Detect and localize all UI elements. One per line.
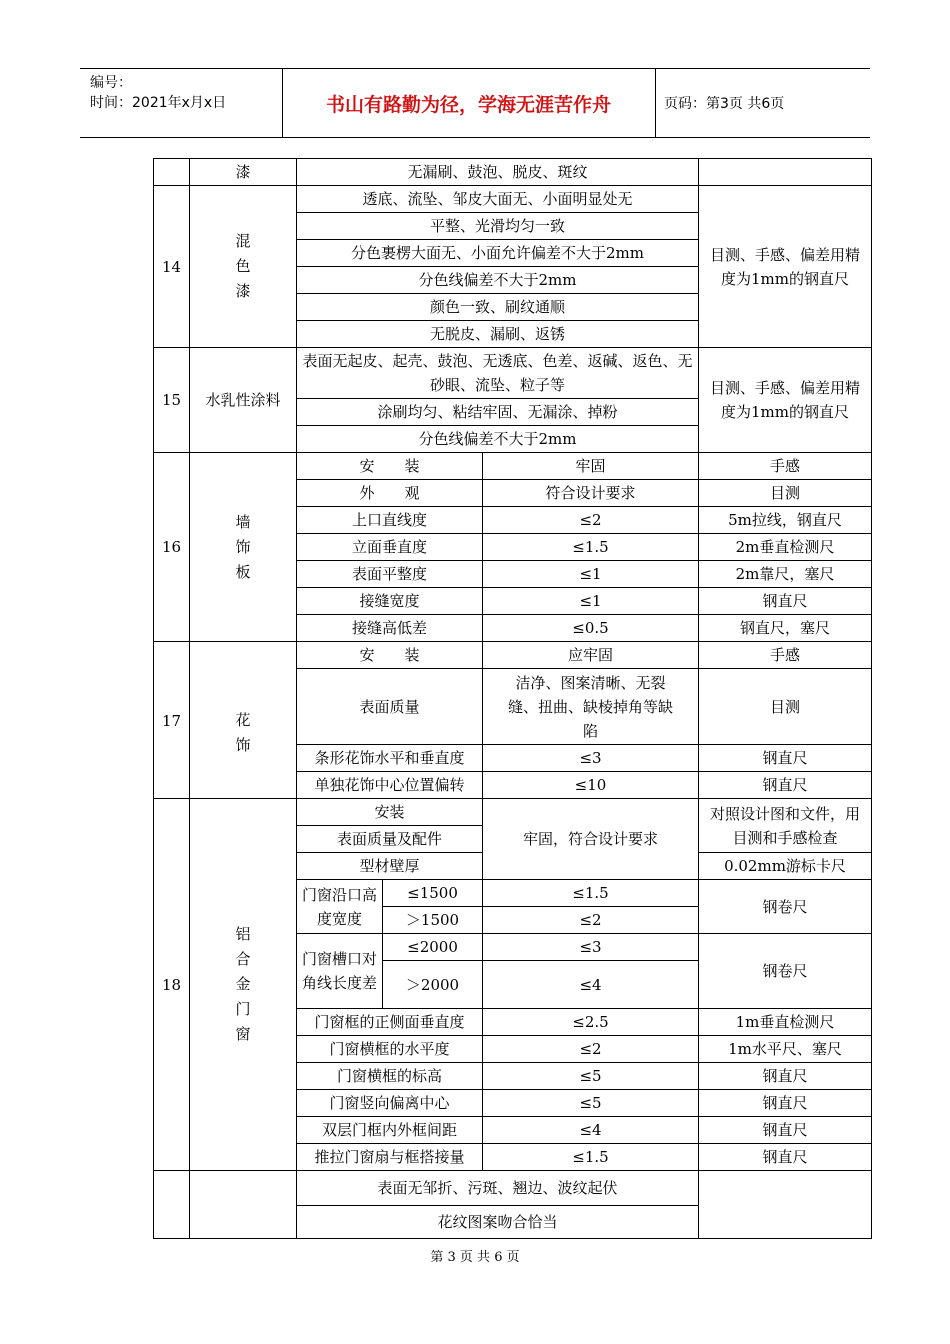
check-item: 门窗沿口高度宽度 — [297, 880, 383, 934]
standard-cell: 颜色一致、刷纹通顺 — [297, 294, 699, 321]
method-cell: 钢直尺 — [699, 1117, 872, 1144]
method-cell: 钢直尺 — [699, 1063, 872, 1090]
header-page-info: 页码：第3页 共6页 — [664, 96, 785, 112]
standard-cell: 无脱皮、漏刷、返锈 — [297, 321, 699, 348]
standard-cell: ≤4 — [483, 961, 699, 1009]
header-divider — [655, 69, 656, 137]
method-cell: 钢卷尺 — [699, 880, 872, 934]
number-label: 编号： — [90, 75, 132, 91]
check-item: 上口直线度 — [297, 507, 483, 534]
sub-condition: ≤2000 — [383, 934, 483, 961]
method-cell: 钢直尺 — [699, 588, 872, 615]
standard-cell: ≤2 — [483, 507, 699, 534]
method-cell: 目测、手感、偏差用精度为1mm的钢直尺 — [699, 348, 872, 453]
check-item: 型材壁厚 — [297, 853, 483, 880]
standard-cell: ≤0.5 — [483, 615, 699, 642]
standard-cell: 洁净、图案清晰、无裂缝、扭曲、缺棱掉角等缺陷 — [483, 669, 699, 745]
check-item: 接缝宽度 — [297, 588, 483, 615]
standard-cell: 无漏刷、鼓泡、脱皮、斑纹 — [297, 159, 699, 186]
method-cell: 手感 — [699, 453, 872, 480]
method-cell: 2m靠尺，塞尺 — [699, 561, 872, 588]
item-name: 水乳性涂料 — [190, 348, 297, 453]
standard-cell: ≤2 — [483, 1036, 699, 1063]
check-item: 条形花饰水平和垂直度 — [297, 745, 483, 772]
check-item: 表面质量及配件 — [297, 826, 483, 853]
check-item: 门窗横框的标高 — [297, 1063, 483, 1090]
check-item: 门窗横框的水平度 — [297, 1036, 483, 1063]
standard-cell: ≤1.5 — [483, 534, 699, 561]
standard-cell: 分色线偏差不大于2mm — [297, 426, 699, 453]
standard-cell: 透底、流坠、邹皮大面无、小面明显处无 — [297, 186, 699, 213]
standard-cell: ≤3 — [483, 934, 699, 961]
method-cell: 钢直尺，塞尺 — [699, 615, 872, 642]
check-item: 表面平整度 — [297, 561, 483, 588]
page-footer: 第 3 页 共 6 页 — [430, 1250, 520, 1265]
method-cell: 目测 — [699, 669, 872, 745]
item-number: 18 — [154, 799, 190, 1171]
method-cell: 目测 — [699, 480, 872, 507]
standard-cell: 牢固，符合设计要求 — [483, 799, 699, 880]
item-number — [154, 1171, 190, 1239]
check-item: 推拉门窗扇与框搭接量 — [297, 1144, 483, 1171]
header-meta — [90, 73, 226, 113]
item-name: 漆 — [190, 159, 297, 186]
item-name — [190, 1171, 297, 1239]
standard-cell: 涂刷均匀、粘结牢固、无漏涂、掉粉 — [297, 399, 699, 426]
item-number: 14 — [154, 186, 190, 348]
item-number: 15 — [154, 348, 190, 453]
page-header — [80, 68, 870, 138]
method-cell: 1m水平尺、塞尺 — [699, 1036, 872, 1063]
standard-cell: 表面无邹折、污斑、翘边、波纹起伏 — [297, 1171, 699, 1206]
standard-cell: 平整、光滑均匀一致 — [297, 213, 699, 240]
check-item: 安装 — [297, 799, 483, 826]
check-item: 单独花饰中心位置偏转 — [297, 772, 483, 799]
method-cell — [699, 1171, 872, 1239]
sub-condition: ＞2000 — [383, 961, 483, 1009]
standard-cell: 分色裹楞大面无、小面允许偏差不大于2mm — [297, 240, 699, 267]
method-cell: 2m垂直检测尺 — [699, 534, 872, 561]
check-item: 安 装 — [297, 642, 483, 669]
sub-condition: ＞1500 — [383, 907, 483, 934]
check-item: 立面垂直度 — [297, 534, 483, 561]
standard-cell: 花纹图案吻合恰当 — [297, 1206, 699, 1239]
check-item: 门窗框的正侧面垂直度 — [297, 1009, 483, 1036]
check-item: 接缝高低差 — [297, 615, 483, 642]
standard-cell: ≤1.5 — [483, 880, 699, 907]
standard-cell: 分色线偏差不大于2mm — [297, 267, 699, 294]
check-item: 门窗槽口对角线长度差 — [297, 934, 383, 1009]
standard-cell: ≤2 — [483, 907, 699, 934]
standard-cell: ≤1 — [483, 561, 699, 588]
standard-cell: ≤5 — [483, 1090, 699, 1117]
method-cell: 钢直尺 — [699, 1144, 872, 1171]
item-name: 墙饰板 — [190, 453, 297, 642]
item-number — [154, 159, 190, 186]
standard-cell: 符合设计要求 — [483, 480, 699, 507]
method-cell: 1m垂直检测尺 — [699, 1009, 872, 1036]
standard-cell: ≤2.5 — [483, 1009, 699, 1036]
item-number: 16 — [154, 453, 190, 642]
standard-cell: 应牢固 — [483, 642, 699, 669]
standard-cell: 表面无起皮、起壳、鼓泡、无透底、色差、返碱、返色、无砂眼、流坠、粒子等 — [297, 348, 699, 399]
header-motto: 书山有路勤为径，学海无涯苦作舟 — [325, 93, 611, 116]
standard-cell: ≤1.5 — [483, 1144, 699, 1171]
check-item: 门窗竖向偏离中心 — [297, 1090, 483, 1117]
standard-cell: ≤10 — [483, 772, 699, 799]
method-cell: 5m拉线，钢直尺 — [699, 507, 872, 534]
method-cell: 目测、手感、偏差用精度为1mm的钢直尺 — [699, 186, 872, 348]
sub-condition: ≤1500 — [383, 880, 483, 907]
check-item: 双层门框内外框间距 — [297, 1117, 483, 1144]
method-cell: 0.02mm游标卡尺 — [699, 853, 872, 880]
item-name: 铝合金门窗 — [190, 799, 297, 1171]
item-number: 17 — [154, 642, 190, 799]
method-cell: 手感 — [699, 642, 872, 669]
inspection-table — [153, 158, 872, 1239]
check-item: 安 装 — [297, 453, 483, 480]
check-item: 外 观 — [297, 480, 483, 507]
item-name: 花饰 — [190, 642, 297, 799]
method-cell — [699, 159, 872, 186]
standard-cell: ≤1 — [483, 588, 699, 615]
method-cell: 钢直尺 — [699, 745, 872, 772]
item-name: 混色漆 — [190, 186, 297, 348]
standard-cell: 牢固 — [483, 453, 699, 480]
standard-cell: ≤3 — [483, 745, 699, 772]
method-cell: 钢直尺 — [699, 1090, 872, 1117]
check-item: 表面质量 — [297, 669, 483, 745]
method-cell: 钢卷尺 — [699, 934, 872, 1009]
standard-cell: ≤4 — [483, 1117, 699, 1144]
standard-cell: ≤5 — [483, 1063, 699, 1090]
method-cell: 对照设计图和文件，用目测和手感检查 — [699, 799, 872, 853]
time-label: 时间：2021年x月x日 — [90, 95, 227, 111]
method-cell: 钢直尺 — [699, 772, 872, 799]
